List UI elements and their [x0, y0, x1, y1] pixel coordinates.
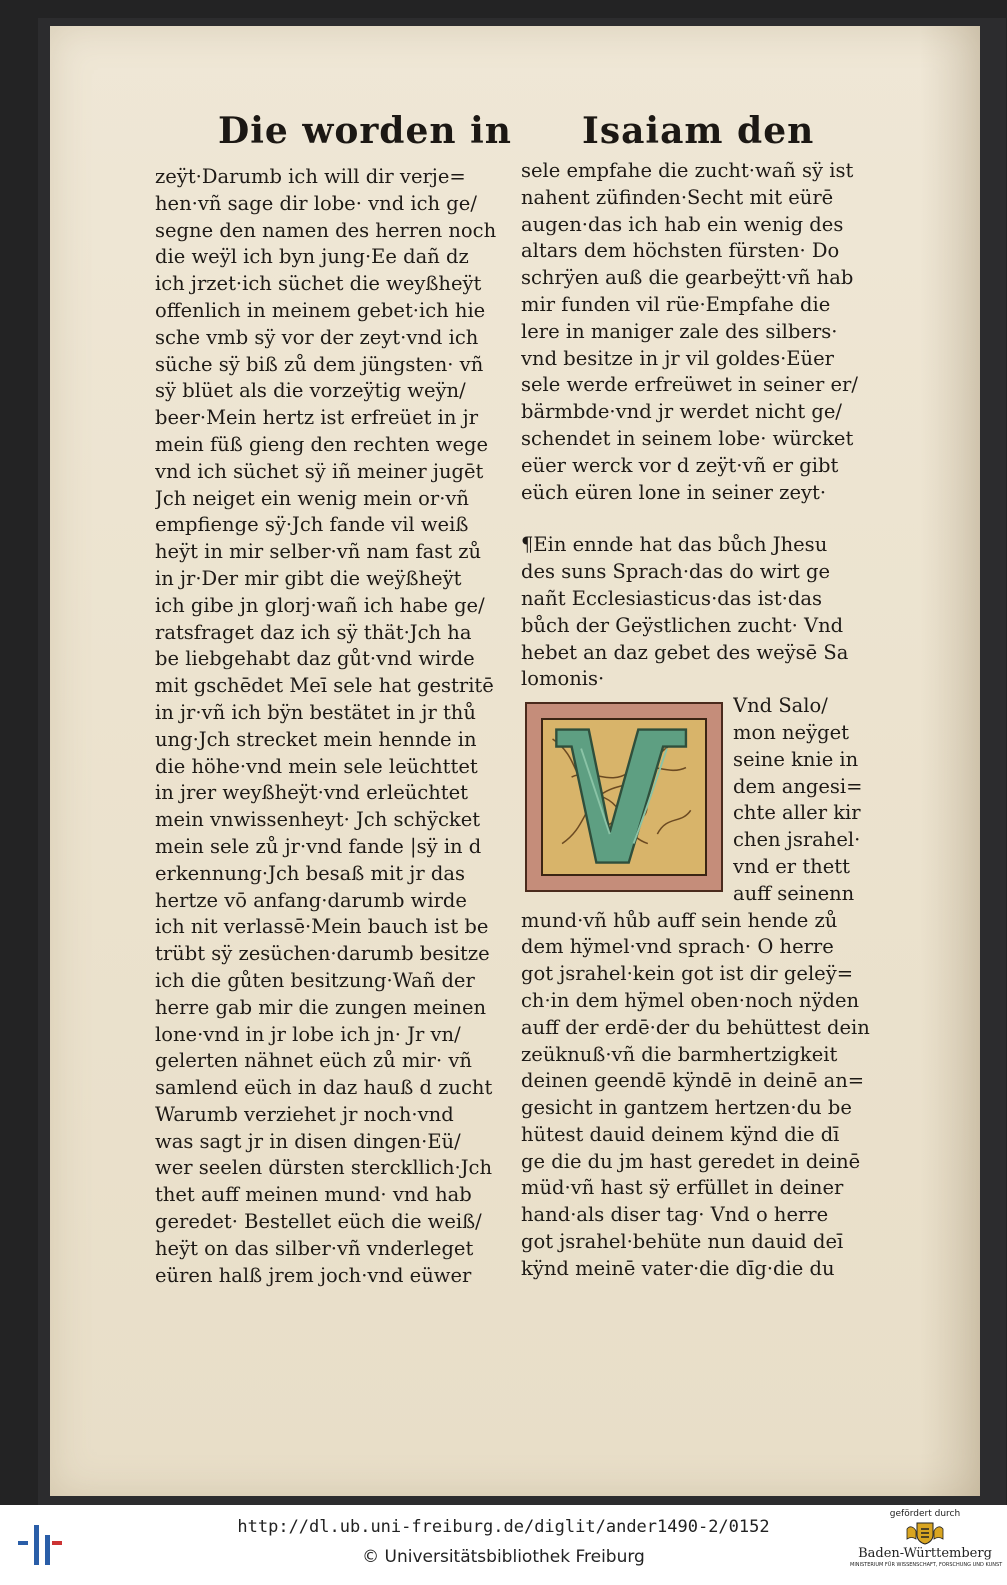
text-line: ich die gůten besitzung·Wañ der	[155, 968, 475, 992]
text-line: geredet· Bestellet eüch die weiß/	[155, 1210, 482, 1234]
text-line: lomonis·	[521, 667, 605, 691]
text-line: be liebgehabt daz gůt·vnd wirde	[155, 647, 475, 671]
text-line: samlend eüch in daz hauß d zucht	[155, 1076, 493, 1100]
text-line: hertze vō anfang·darumb wirde	[155, 888, 467, 912]
text-line: auff der erdē·der du behüttest dein	[521, 1015, 870, 1039]
sponsor-name: Baden-Württemberg	[858, 1546, 992, 1561]
text-line: sche vmb sÿ vor der zeyt·vnd ich	[155, 325, 479, 349]
text-line: seine knie in	[733, 747, 859, 771]
text-line: auff seinenn	[733, 881, 855, 905]
text-line: mit gschēdet Meī sele hat gestritē	[155, 674, 494, 698]
text-line: ung·Jch strecket mein hennde in	[155, 727, 477, 751]
illuminated-initial	[525, 702, 723, 892]
paragraph-gap	[521, 506, 881, 532]
text-line: sele werde erfreüwet in seiner er/	[521, 373, 858, 397]
text-line: empfienge sÿ·Jch fande vil weiß	[155, 513, 469, 537]
text-line: kÿnd meinē vater·die dīg·die du	[521, 1256, 835, 1280]
text-line: vnd ich süchet sÿ iñ meiner jugēt	[155, 459, 484, 483]
footer-url-link[interactable]: http://dl.ub.uni-freiburg.de/diglit/ander1490-2/0152	[237, 1517, 770, 1537]
text-line: Jch neiget ein wenig mein or·vñ	[155, 486, 469, 510]
rubric-block	[521, 532, 881, 693]
text-line: ¶Ein ennde hat das bůch Jhesu	[521, 533, 828, 557]
text-line: gelerten nähnet eüch zů mir· vñ	[155, 1049, 472, 1073]
text-line: zeüknuß·vñ die barmhertzigkeit	[521, 1042, 838, 1066]
text-line: nañt Ecclesiasticus·das ist·das	[521, 586, 822, 610]
text-line: lere in maniger zale des silbers·	[521, 319, 838, 343]
initial-v-letter-icon	[543, 720, 705, 874]
left-text-column	[155, 164, 515, 1289]
text-line: zeÿt·Darumb ich will dir verje=	[155, 165, 466, 188]
text-line: was sagt jr in disen dingen·Eü/	[155, 1129, 461, 1153]
text-line: müd·vñ hast sÿ erfüllet in deiner	[521, 1176, 844, 1200]
text-line: augen·das ich hab ein wenig des	[521, 212, 844, 236]
text-line: schendet in seinem lobe· würcket	[521, 426, 854, 450]
sponsor-block[interactable]	[850, 1509, 1003, 1583]
text-line: vnd er thett	[733, 854, 850, 878]
text-line: mein sele zů jr·vnd fande |sÿ in d	[155, 834, 482, 858]
text-line: mir funden vil rüe·Empfahe die	[521, 292, 831, 316]
text-line: beer·Mein hertz ist erfreüet in jr	[155, 406, 479, 430]
text-line: offenlich in meinem gebet·ich hie	[155, 298, 486, 322]
text-line: chen jsrahel·	[733, 828, 861, 852]
right-column-bottom-block	[521, 908, 881, 1283]
running-head-right: Isaiam den	[582, 110, 815, 152]
text-line: bůch der Geÿstlichen zucht· Vnd	[521, 613, 844, 637]
text-line: mein füß gieng den rechten wege	[155, 432, 489, 456]
text-line: ich nit verlassē·Mein bauch ist be	[155, 915, 489, 939]
text-line: heÿt on das silber·vñ vnderleget	[155, 1236, 474, 1260]
text-line: süche sÿ biß zů dem jüngsten· vñ	[155, 352, 484, 376]
text-line: schrÿen auß die gearbeÿtt·vñ hab	[521, 266, 854, 290]
text-line: ratsfraget daz ich sÿ thät·Jch ha	[155, 620, 472, 644]
sponsor-ministry: MINISTERIUM FÜR WISSENSCHAFT, FORSCHUNG UND KUNST	[850, 1562, 1003, 1568]
text-line: mon neÿget	[733, 720, 849, 744]
text-line: hütest dauid deinem kÿnd die dī	[521, 1122, 840, 1146]
sponsor-label: gefördert durch	[889, 1509, 961, 1519]
text-line: mund·vñ hůb auff sein hende zů	[521, 908, 838, 932]
text-line: ge die du jm hast geredet in deinē	[521, 1149, 861, 1173]
text-line: in jr·Der mir gibt die weÿßheÿt	[155, 566, 462, 590]
footer-copyright: © Universitätsbibliothek Freiburg	[362, 1547, 645, 1567]
text-line: die weÿl ich byn jung·Ee dañ dz	[155, 245, 469, 269]
text-line: trübt sÿ zesüchen·darumb besitze	[155, 942, 490, 966]
text-line: dem angesi=	[733, 774, 863, 798]
text-line: Warumb verziehet jr noch·vnd	[155, 1102, 454, 1126]
text-line: ich gibe jn glorj·wañ ich habe ge/	[155, 593, 485, 617]
text-line: heÿt in mir selber·vñ nam fast zů	[155, 540, 482, 564]
text-line: eüer werck vor d zeÿt·vñ er gibt	[521, 453, 839, 477]
text-line: got jsrahel·behüte nun dauid deī	[521, 1230, 844, 1254]
text-line: erkennung·Jch besaß mit jr das	[155, 861, 465, 885]
initial-gold-field	[541, 718, 707, 876]
text-line: nahent züfinden·Secht mit eürē	[521, 185, 834, 209]
text-line: deinen geendē kÿndē in deinē an=	[521, 1069, 865, 1093]
text-line: sÿ blüet als die vorzeÿtig weÿn/	[155, 379, 466, 403]
text-line: ch·in dem hÿmel oben·noch nÿden	[521, 988, 860, 1012]
text-line: dem hÿmel·vnd sprach· O herre	[521, 935, 834, 959]
text-line: gesicht in gantzem hertzen·du be	[521, 1096, 852, 1120]
text-line: mein vnwissenheyt· Jch schÿcket	[155, 808, 481, 832]
page-shadow	[920, 26, 980, 1496]
text-line: hen·vñ sage dir lobe· vnd ich ge/	[155, 191, 477, 215]
text-line: sele empfahe die zucht·wañ sÿ ist	[521, 159, 854, 182]
text-line: eüren halß jrem joch·vnd eüwer	[155, 1263, 472, 1287]
text-line: segne den namen des herren noch	[155, 218, 497, 242]
text-line: vnd besitze in jr vil goldes·Eüer	[521, 346, 834, 370]
text-line: bärmbde·vnd jr werdet nicht ge/	[521, 400, 842, 424]
text-line: altars dem höchsten fürsten· Do	[521, 239, 840, 263]
text-line: in jrer weyßheÿt·vnd erleüchtet	[155, 781, 468, 805]
text-line: lone·vnd in jr lobe ich jn· Jr vn/	[155, 1022, 461, 1046]
text-line: hebet an daz gebet des weÿsē Sa	[521, 640, 849, 664]
text-line: eüch eüren lone in seiner zeyt·	[521, 480, 827, 504]
text-line: ich jrzet·ich süchet die weyßheÿt	[155, 272, 482, 296]
text-line: wer seelen dürsten sterckllich·Jch	[155, 1156, 493, 1180]
text-line: thet auff meinen mund· vnd hab	[155, 1183, 472, 1207]
footer-bar	[0, 1505, 1007, 1585]
text-line: des suns Sprach·das do wirt ge	[521, 560, 831, 584]
text-line: chte aller kir	[733, 801, 861, 825]
text-line: hand·als diser tag· Vnd o herre	[521, 1203, 829, 1227]
coat-of-arms-icon	[905, 1521, 945, 1545]
text-line: in jr·vñ ich bÿn bestätet in jr thů	[155, 700, 476, 724]
text-line: die höhe·vnd mein sele leüchttet	[155, 754, 478, 778]
running-head-left: Die worden in	[218, 110, 512, 152]
right-column-top-block	[521, 158, 881, 506]
text-line: herre gab mir die zungen meinen	[155, 995, 487, 1019]
text-line: got jsrahel·kein got ist dir geleÿ=	[521, 962, 854, 986]
text-line: Vnd Salo/	[733, 694, 828, 718]
